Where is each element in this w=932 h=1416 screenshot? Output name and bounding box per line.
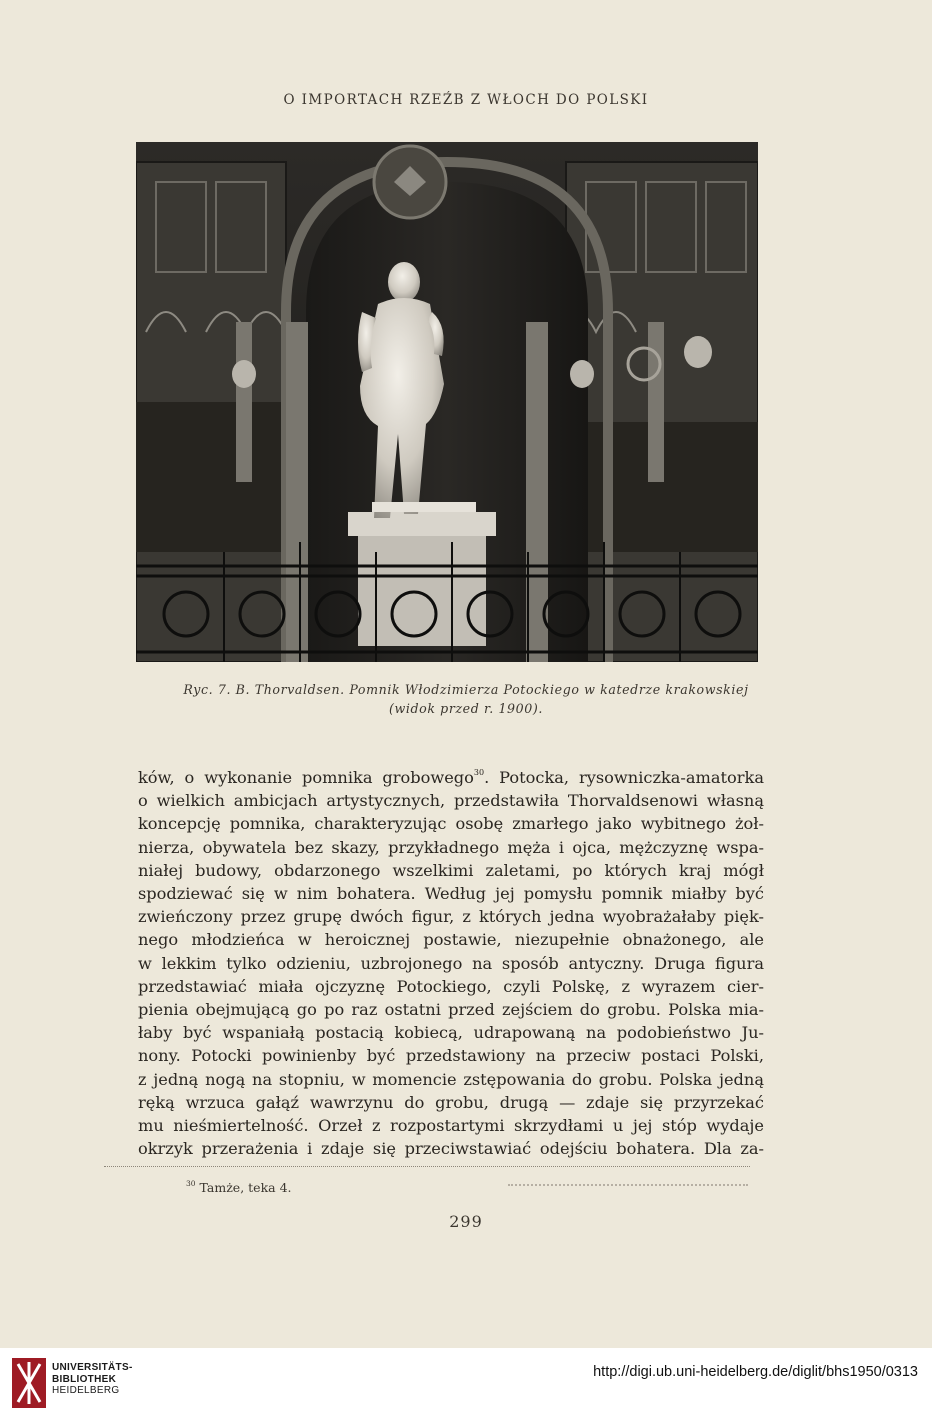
show-through-bleed bbox=[508, 1184, 748, 1186]
body-line: łaby być wspaniałą postacią kobiecą, udrapowaną na podobieństwo Ju- bbox=[138, 1023, 764, 1043]
body-line: koncepcję pomnika, charakteryzując osobę zmarłego jako wybitnego żoł- bbox=[138, 814, 764, 834]
page-number: 299 bbox=[449, 1212, 483, 1231]
body-line: pienia obejmującą go po raz ostatni przed zejściem do grobu. Polska mia- bbox=[138, 1000, 764, 1020]
body-line: mu nieśmiertelność. Orzeł z rozpostartymi skrzydłami u jej stóp wydaje bbox=[138, 1116, 764, 1136]
body-line: z jedną nogą na stopniu, w momencie zstępowania do grobu. Polska jedną bbox=[138, 1069, 764, 1089]
body-line: przedstawiać miała ojczyznę Potockiego, czyli Polskę, z wyrazem cier- bbox=[138, 976, 764, 996]
body-line: w lekkim tylko odzieniu, uzbrojonego na sposób antyczny. Druga figura bbox=[138, 953, 764, 973]
library-name[interactable] bbox=[52, 1362, 133, 1397]
viewer-footer bbox=[0, 1348, 932, 1416]
body-line: zwieńczony przez grupę dwóch figur, z których jedna wyobrażałaby pięk- bbox=[138, 907, 764, 927]
library-name-line-1: UNIVERSITÄTS- bbox=[52, 1362, 133, 1373]
figure-photograph-monument bbox=[136, 142, 758, 662]
body-line: nony. Potocki powinienby być przedstawiony na przeciw postaci Polski, bbox=[138, 1046, 764, 1066]
footnote-divider bbox=[104, 1166, 750, 1167]
body-line-tail: . Potocka, rysowniczka-amatorka bbox=[484, 768, 765, 787]
body-line: spodziewać się w nim bohatera. Według jej pomysłu pomnik miałby być bbox=[138, 884, 764, 904]
body-line: okrzyk przerażenia i zdaje się przeciwstawiać odejściu bohatera. Dla za- bbox=[138, 1139, 764, 1159]
running-head: O IMPORTACH RZEŹB Z WŁOCH DO POLSKI bbox=[283, 92, 649, 108]
caption-line-1: Ryc. 7. B. Thorvaldsen. Pomnik Włodzimierza Potockiego w katedrze krakowskiej bbox=[183, 682, 749, 697]
body-paragraph bbox=[138, 766, 764, 1160]
figure-caption bbox=[0, 680, 932, 718]
university-library-logo-icon[interactable] bbox=[12, 1358, 46, 1408]
body-line bbox=[138, 766, 764, 789]
body-line: niałej budowy, obdarzonego wszelkimi zaletami, po których kraj mógł bbox=[138, 860, 764, 880]
library-name-line-3: HEIDELBERG bbox=[52, 1385, 120, 1396]
caption-line-2: (widok przed r. 1900). bbox=[388, 701, 544, 716]
body-line: ręką wrzuca gałąź wawrzynu do grobu, drugą — zdaje się przyrzekać bbox=[138, 1092, 764, 1112]
body-line: nego młodzieńca w heroicznej postawie, niezupełnie obnażonego, ale bbox=[138, 930, 764, 950]
body-line: nierza, obywatela bez skazy, przykładnego męża i ojca, mężczyznę wspa- bbox=[138, 837, 764, 857]
footnote-number: 30 bbox=[186, 1179, 196, 1188]
footnote bbox=[186, 1179, 292, 1195]
footnote-text: Tamże, teka 4. bbox=[199, 1180, 292, 1195]
footnote-reference: 30 bbox=[473, 768, 485, 777]
monument-photo-illustration bbox=[136, 142, 758, 662]
body-line-text: ków, o wykonanie pomnika grobowego bbox=[138, 768, 474, 787]
permalink-url[interactable]: http://digi.ub.uni-heidelberg.de/diglit/bhs1950/0313 bbox=[593, 1364, 918, 1380]
body-line: o wielkich ambicjach artystycznych, przedstawiła Thorvaldsenowi własną bbox=[138, 791, 764, 811]
library-name-line-2: BIBLIOTHEK bbox=[52, 1373, 117, 1385]
